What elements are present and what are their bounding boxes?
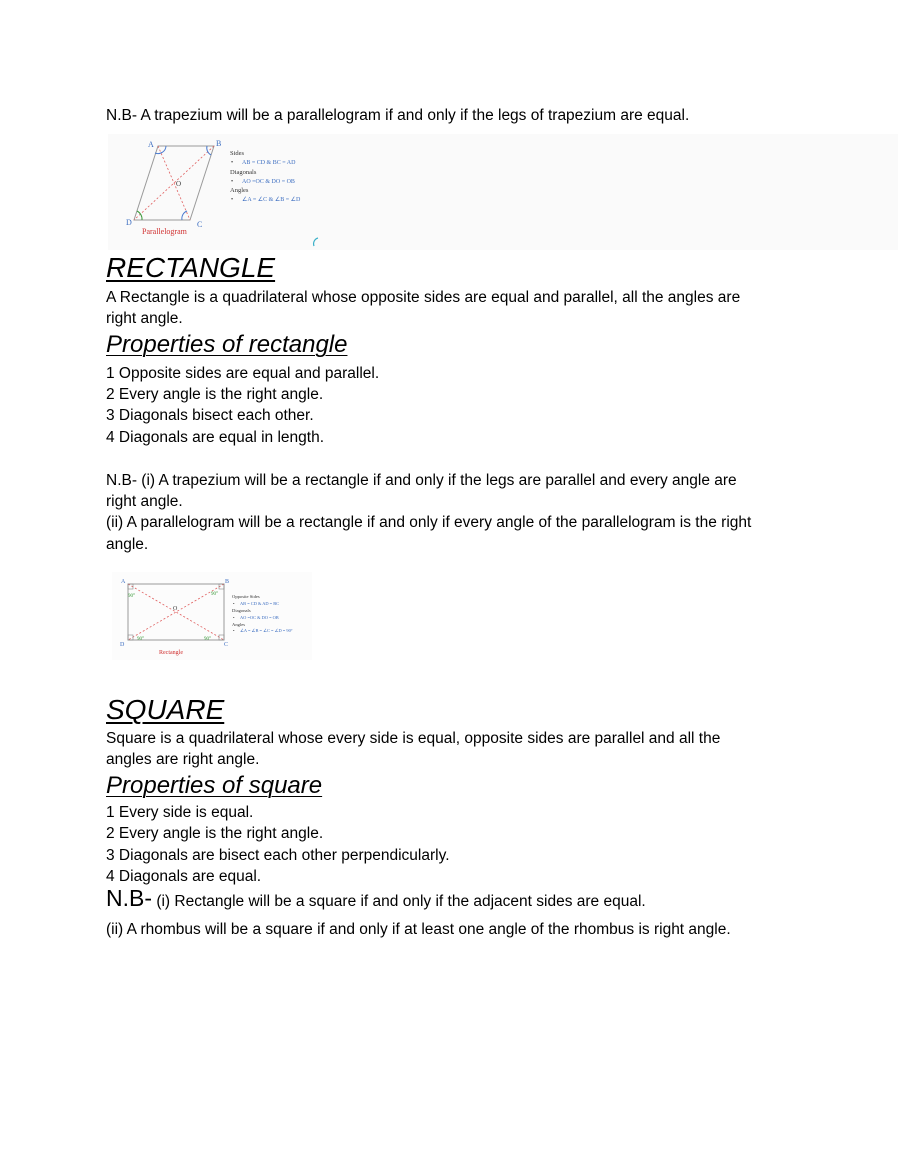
square-properties-heading: Properties of square bbox=[106, 772, 323, 799]
angles-text: ∠A = ∠B = ∠C = ∠D = 90° bbox=[240, 628, 293, 633]
rectangle-definition-line-1: A Rectangle is a quadrilateral whose opposite sides are equal and parallel, all the angles are bbox=[106, 289, 741, 306]
diagonals-heading: Diagonals bbox=[232, 608, 251, 613]
angles-heading: Angles bbox=[232, 622, 246, 627]
rectangle-figure bbox=[112, 572, 312, 660]
rectangle-note-line-2: right angle. bbox=[106, 493, 183, 510]
square-note-prefix: N.B- bbox=[106, 885, 152, 911]
rectangle-definition-line-2: right angle. bbox=[106, 310, 183, 327]
rectangle-property-2: 2 Every angle is the right angle. bbox=[106, 386, 324, 403]
center-label-o: O bbox=[173, 606, 178, 612]
rectangle-note-line-1: N.B- (i) A trapezium will be a rectangle if and only if the legs are parallel and every angle are bbox=[106, 472, 737, 489]
square-definition-line-1: Square is a quadrilateral whose every side is equal, opposite sides are parallel and all the bbox=[106, 730, 721, 747]
rectangle-diagram bbox=[112, 572, 312, 660]
rectangle-properties-heading: Properties of rectangle bbox=[106, 331, 348, 358]
sides-heading: Sides bbox=[230, 150, 245, 157]
vertex-label-c: C bbox=[197, 220, 203, 229]
angles-bullet: • bbox=[231, 197, 234, 203]
diagonals-text: AO =OC & DO = OB bbox=[242, 179, 295, 185]
square-property-4: 4 Diagonals are equal. bbox=[106, 868, 262, 885]
square-definition-line-2: angles are right angle. bbox=[106, 751, 260, 768]
rectangle-note-line-4: angle. bbox=[106, 536, 149, 553]
rectangle-heading: RECTANGLE bbox=[106, 252, 276, 283]
square-property-2: 2 Every angle is the right angle. bbox=[106, 825, 324, 842]
rectangle-note-line-3: (ii) A parallelogram will be a rectangle if and only if every angle of the parallelogram is the right bbox=[106, 514, 752, 531]
sides-bullet: • bbox=[231, 160, 234, 166]
vertex-label-d: D bbox=[120, 642, 125, 648]
angles-heading: Angles bbox=[230, 187, 249, 194]
sides-heading: Opposite Sides bbox=[232, 594, 260, 599]
rectangle-property-1: 1 Opposite sides are equal and parallel. bbox=[106, 365, 380, 382]
vertex-label-a: A bbox=[121, 579, 126, 585]
parallelogram-diagram bbox=[108, 134, 898, 250]
vertex-label-b: B bbox=[225, 579, 230, 585]
angle-label-c: 90° bbox=[204, 637, 211, 642]
figure-background bbox=[112, 572, 312, 660]
angle-label-a: 90° bbox=[128, 594, 135, 599]
intro-note: N.B- A trapezium will be a parallelogram if and only if the legs of trapezium are equal. bbox=[106, 107, 690, 124]
parallelogram-figure bbox=[108, 134, 898, 250]
diagonals-bullet: • bbox=[231, 179, 234, 185]
sides-bullet: • bbox=[233, 601, 235, 606]
rectangle-property-4: 4 Diagonals are equal in length. bbox=[106, 429, 325, 446]
vertex-label-c: C bbox=[224, 642, 229, 648]
angles-text: ∠A = ∠C & ∠B = ∠D bbox=[242, 197, 301, 203]
angle-label-b: 90° bbox=[211, 592, 218, 597]
rectangle-property-3: 3 Diagonals bisect each other. bbox=[106, 407, 314, 424]
square-property-1: 1 Every side is equal. bbox=[106, 804, 254, 821]
square-property-3: 3 Diagonals are bisect each other perpendicularly. bbox=[106, 847, 450, 864]
angles-bullet: • bbox=[233, 628, 235, 633]
sides-text: AB = CD & BC = AD bbox=[242, 160, 296, 166]
vertex-label-d: D bbox=[126, 218, 132, 227]
square-note-line-1 bbox=[106, 885, 646, 912]
figure-background bbox=[108, 134, 898, 250]
vertex-label-a: A bbox=[148, 140, 154, 149]
diagonals-text: AO =OC & DO = OB bbox=[240, 615, 279, 620]
figure-caption: Parallelogram bbox=[142, 227, 187, 236]
vertex-label-b: B bbox=[216, 139, 222, 148]
angle-label-d: 90° bbox=[137, 637, 144, 642]
square-note-text-1: (i) Rectangle will be a square if and only if the adjacent sides are equal. bbox=[156, 893, 646, 910]
diagonals-bullet: • bbox=[233, 615, 235, 620]
diagonals-heading: Diagonals bbox=[230, 169, 257, 176]
center-label-o: O bbox=[176, 180, 182, 188]
figure-caption: Rectangle bbox=[159, 650, 183, 656]
sides-text: AB = CD & AD = BC bbox=[240, 601, 280, 606]
square-note-line-2: (ii) A rhombus will be a square if and only if at least one angle of the rhombus is right angle. bbox=[106, 921, 731, 938]
square-heading: SQUARE bbox=[106, 694, 225, 725]
